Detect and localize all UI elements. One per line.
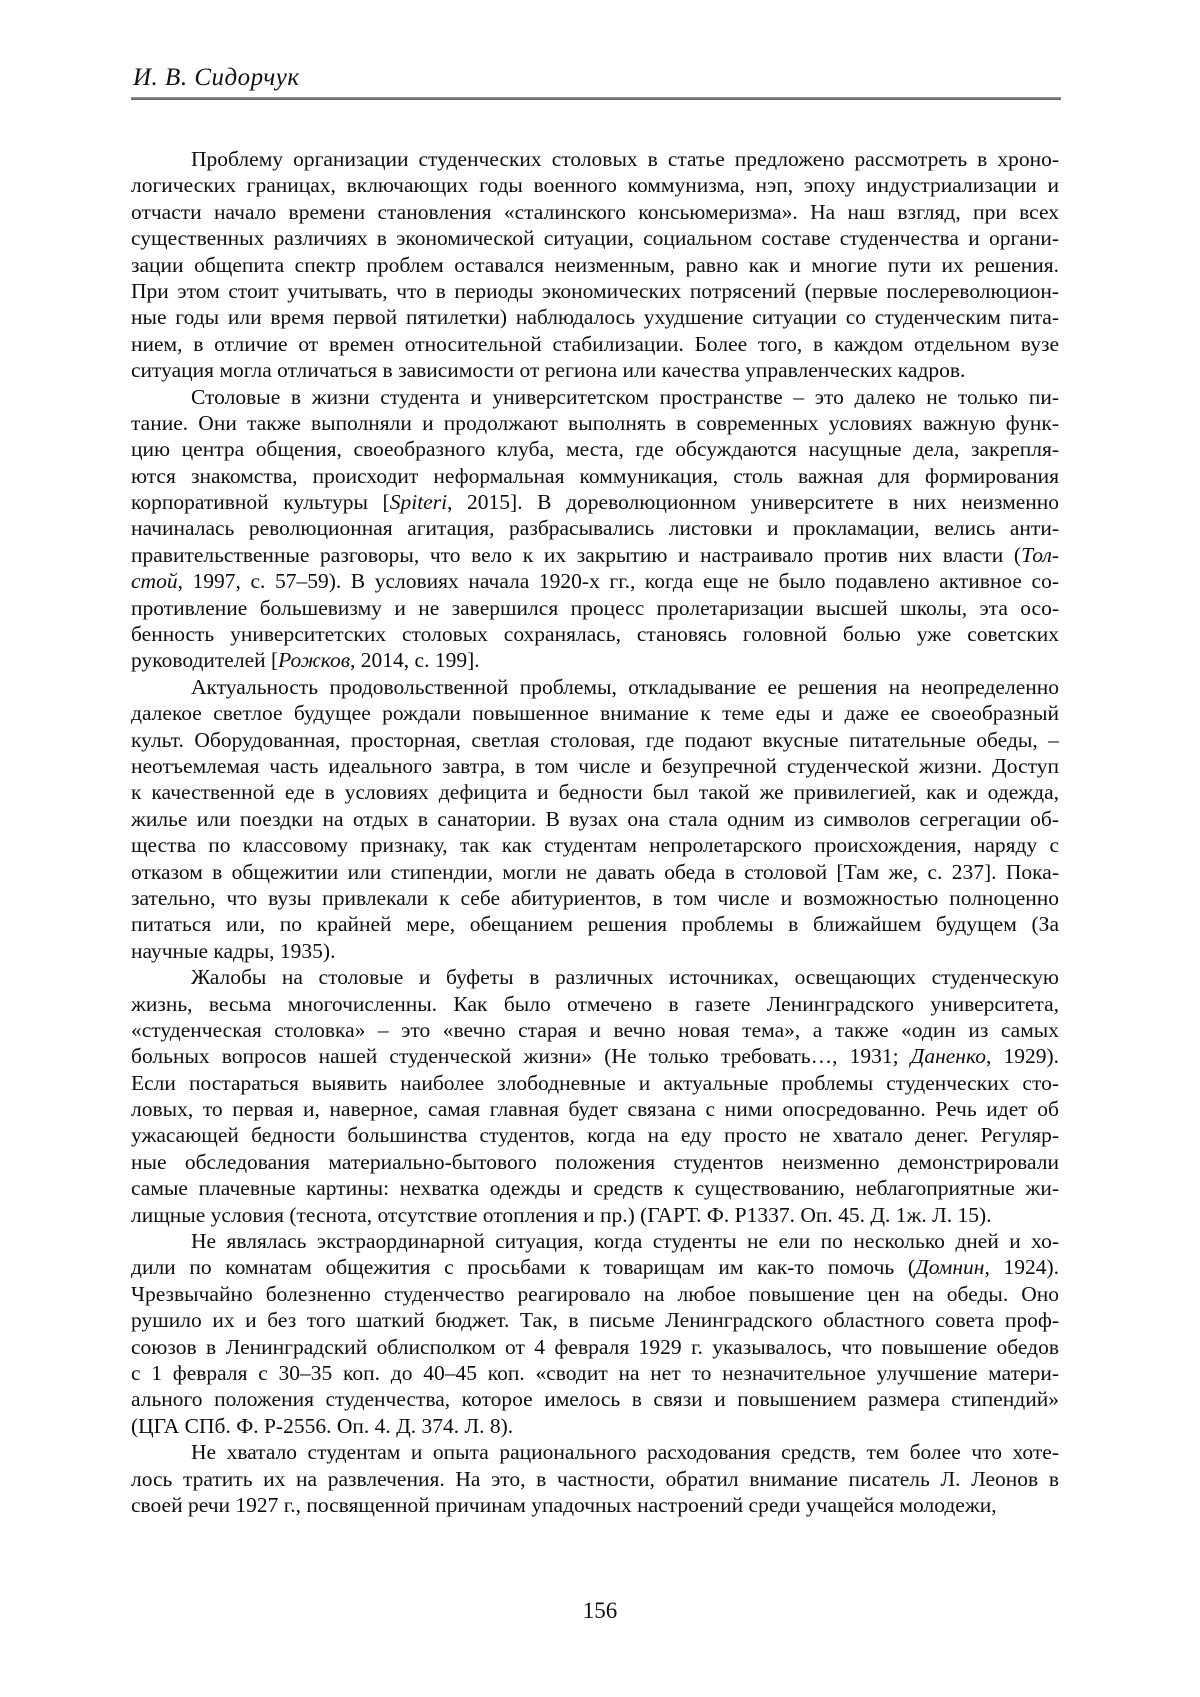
text-line: отказом в общежитии или стипендии, могли не давать обеда в столовой [Там же, с. 237]. Пока- <box>131 859 1059 884</box>
text-line: правительственные разговоры, что вело к их закрытию и настраивало против них власти (Тол- <box>131 542 1059 567</box>
text-line: самые плачевные картины: нехватка одежды и средств к существованию, неблагоприятные жи- <box>131 1176 1059 1201</box>
text-line: больных вопросов нашей студенческой жизни» (Не только требовать…, 1931; Даненко, 1929). <box>131 1044 1059 1069</box>
text-line: руководителей [Рожков, 2014, с. 199]. <box>131 648 480 673</box>
text-line: дили по комнатам общежития с просьбами к товарищам им как-то помочь (Домнин, 1924). <box>131 1255 1059 1280</box>
text-line: ловых, то первая и, наверное, самая главная будет связана с ними опосредованно. Речь идет об <box>131 1097 1059 1122</box>
body-text <box>131 146 1059 1518</box>
text-line: с 1 февраля с 30–35 коп. до 40–45 коп. «сводит на нет то незначительное улучшение матери- <box>131 1360 1059 1385</box>
italic-citation: Домнин <box>915 1255 985 1280</box>
text-line: «студенческая столовка» – это «вечно старая и вечно новая тема», а также «один из самых <box>131 1017 1059 1042</box>
text-line: ные обследования материально-бытового положения студентов неизменно демонстрировали <box>131 1149 1059 1174</box>
text-line: стой, 1997, с. 57–59). В условиях начала 1920-х гг., когда еще не было подавлено активное со- <box>131 569 1059 594</box>
text-line: своей речи 1927 г., посвященной причинам упадочных настроений среди учащейся молодежи, <box>131 1492 997 1517</box>
text-line: противление большевизму и не завершился процесс пролетаризации высшей школы, эта осо- <box>131 595 1059 620</box>
italic-citation: Spiteri <box>389 490 448 515</box>
text-line: логических границах, включающих годы военного коммунизма, нэп, эпоху индустриализации и <box>131 173 1059 198</box>
text-line: ные годы или время первой пятилетки) наблюдалось ухудшение ситуации со студенческим пита- <box>131 305 1059 330</box>
text-line: щества по классовому признаку, так как студентам непролетарского происхождения, наряду с <box>131 833 1059 858</box>
italic-citation: Тол- <box>1021 542 1059 567</box>
text-line: Проблему организации студенческих столовых в статье предложено рассмотреть в хроно- <box>191 147 1059 171</box>
text-line: ужасающей бедности большинства студентов, когда на еду просто не хватало денег. Регуляр- <box>131 1123 1059 1148</box>
italic-citation: стой <box>131 569 178 594</box>
text-line: ются знакомства, происходит неформальная коммуникация, столь важная для формирования <box>131 463 1059 488</box>
text-line: Не являлась экстраординарной ситуация, когда студенты не ели по несколько дней и хо- <box>191 1229 1059 1254</box>
text-line: питаться или, по крайней мере, обещанием решения проблемы в ближайшем будущем (За <box>131 912 1059 937</box>
text-line: Столовые в жизни студента и университетском пространстве – это далеко не только пи- <box>191 384 1059 409</box>
text-line: (ЦГА СПб. Ф. Р-2556. Оп. 4. Д. 374. Л. 8). <box>131 1413 514 1438</box>
text-line: отчасти начало времени становления «сталинского консьюмеризма». На наш взгляд, при всех <box>131 199 1059 224</box>
text-line: союзов в Ленинградский облисполком от 4 февраля 1929 г. указывалось, что повышение обедов <box>131 1334 1059 1359</box>
text-line: научные кадры, 1935). <box>131 938 336 963</box>
text-line: существенных различиях в экономической ситуации, социальном составе студенчества и органи- <box>131 226 1059 251</box>
text-line: лось тратить их на развлечения. На это, в частности, обратил внимание писатель Л. Леонов в <box>131 1466 1059 1491</box>
text-line: бенность университетских столовых сохранялась, становясь головной болью уже советских <box>131 622 1059 647</box>
text-line: ситуация могла отличаться в зависимости от региона или качества управленческих кадров. <box>131 358 966 383</box>
text-line: жилье или поездки на отдых в санатории. В вузах она стала одним из символов сегрегации об- <box>131 806 1059 831</box>
header-rule <box>131 97 1061 100</box>
text-line: ального положения студенчества, которое имелось в связи и повышением размера стипендий» <box>131 1387 1059 1412</box>
text-line: Актуальность продовольственной проблемы, откладывание ее решения на неопределенно <box>191 674 1059 699</box>
italic-citation: Рожков <box>278 648 351 673</box>
page-number: 156 <box>582 1598 618 1623</box>
text-line: рушило их и без того шаткий бюджет. Так, в письме Ленинградского областного совета проф- <box>131 1308 1059 1333</box>
text-line: лищные условия (теснота, отсутствие отопления и пр.) (ГАРТ. Ф. Р1337. Оп. 45. Д. 1ж. Л. 15). <box>131 1202 992 1227</box>
text-line: культ. Оборудованная, просторная, светлая столовая, где подают вкусные питательные обеды, – <box>131 727 1059 752</box>
text-line: Не хватало студентам и опыта рационального расходования средств, тем более что хоте- <box>191 1440 1059 1465</box>
text-line: неотъемлемая часть идеального завтра, в том числе и безупречной студенческой жизни. Доступ <box>131 753 1059 778</box>
text-line: жизнь, весьма многочисленны. Как было отмечено в газете Ленинградского университета, <box>131 991 1059 1016</box>
text-line: корпоративной культуры [Spiteri, 2015]. В дореволюционном университете в них неизменно <box>131 490 1059 515</box>
text-line: тание. Они также выполняли и продолжают выполнять в современных условиях важную функ- <box>131 410 1059 435</box>
text-line: зательно, что вузы привлекали к себе абитуриентов, в том числе и возможностью полноценно <box>131 885 1059 910</box>
text-line: начиналась революционная агитация, разбрасывались листовки и прокламации, велись анти- <box>131 516 1059 541</box>
text-line: При этом стоит учитывать, что в периоды экономических потрясений (первые послереволюцион- <box>131 278 1059 303</box>
text-line: зации общепита спектр проблем оставался неизменным, равно как и многие пути их решения. <box>131 252 1059 277</box>
text-line: Жалобы на столовые и буфеты в различных источниках, освещающих студенческую <box>191 965 1059 990</box>
text-line: далекое светлое будущее рождали повышенное внимание к теме еды и даже ее своеобразный <box>131 701 1059 726</box>
text-line: цию центра общения, своеобразного клуба, места, где обсуждаются насущные дела, закрепля- <box>131 437 1059 462</box>
text-line: Если постараться выявить наиболее злободневные и актуальные проблемы студенческих сто- <box>131 1070 1059 1095</box>
running-head-author: И. В. Сидорчук <box>133 64 300 91</box>
text-line: к качественной еде в условиях дефицита и бедности был такой же привилегией, как и одежда, <box>131 780 1059 805</box>
text-line: Чрезвычайно болезненно студенчество реагировало на любое повышение цен на обеды. Оно <box>131 1281 1059 1306</box>
text-line: нием, в отличие от времен относительной стабилизации. Более того, в каждом отдельном вузе <box>131 331 1059 356</box>
italic-citation: Даненко <box>910 1044 986 1069</box>
